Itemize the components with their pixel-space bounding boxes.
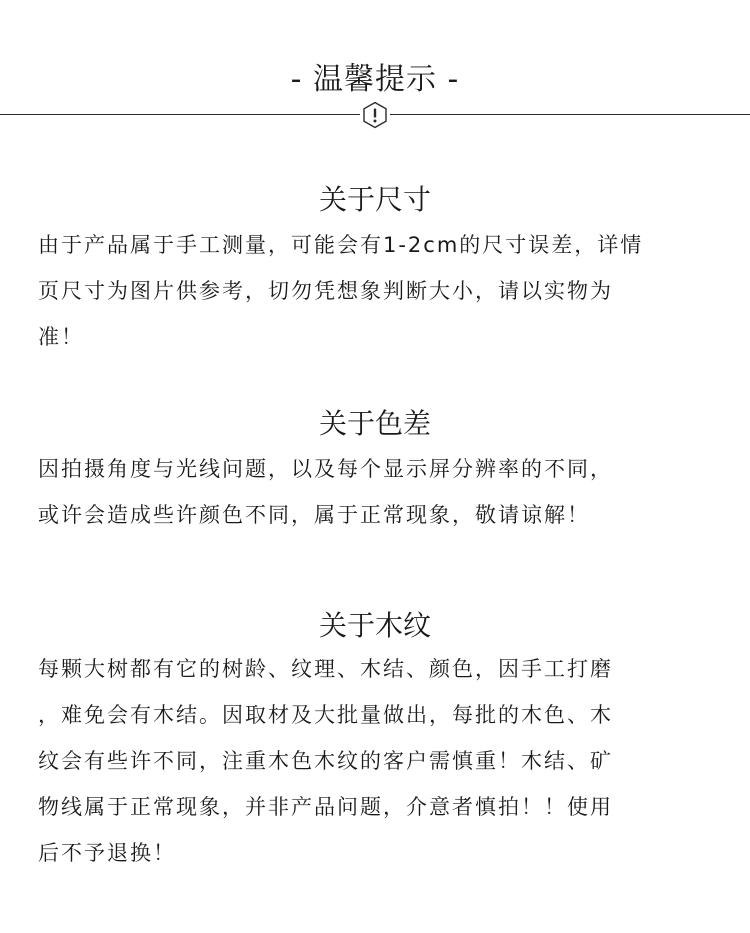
divider-right (390, 114, 750, 115)
section-title-grain: 关于木纹 (318, 609, 431, 642)
exclamation-badge-icon (361, 101, 389, 129)
section-line: 纹会有些许不同，注重木色木纹的客户需慎重！木结、矿 (38, 749, 613, 773)
section-line: 准！ (38, 325, 84, 349)
section-body-color (38, 446, 718, 538)
section-line: 页尺寸为图片供参考，切勿凭想象判断大小，请以实物为 (38, 279, 613, 303)
section-line: ，难免会有木结。因取材及大批量做出，每批的木色、木 (38, 703, 613, 727)
section-line: 由于产品属于手工测量，可能会有1-2cm的尺寸误差，详情 (38, 233, 644, 257)
section-title-size: 关于尺寸 (318, 183, 431, 216)
section-line: 后不予退换！ (38, 841, 176, 865)
section-line: 每颗大树都有它的树龄、纹理、木结、颜色，因手工打磨 (38, 657, 613, 681)
page-title: - 温馨提示 - (290, 62, 460, 97)
section-line: 因拍摄角度与光线问题，以及每个显示屏分辨率的不同， (38, 457, 613, 481)
section-line: 或许会造成些许颜色不同，属于正常现象，敬请谅解！ (38, 503, 590, 527)
section-body-size (38, 222, 718, 360)
section-body-grain (38, 646, 718, 876)
divider-left (0, 114, 360, 115)
section-line: 物线属于正常现象，并非产品问题，介意者慎拍！！使用 (38, 795, 613, 819)
section-title-color: 关于色差 (318, 407, 431, 440)
